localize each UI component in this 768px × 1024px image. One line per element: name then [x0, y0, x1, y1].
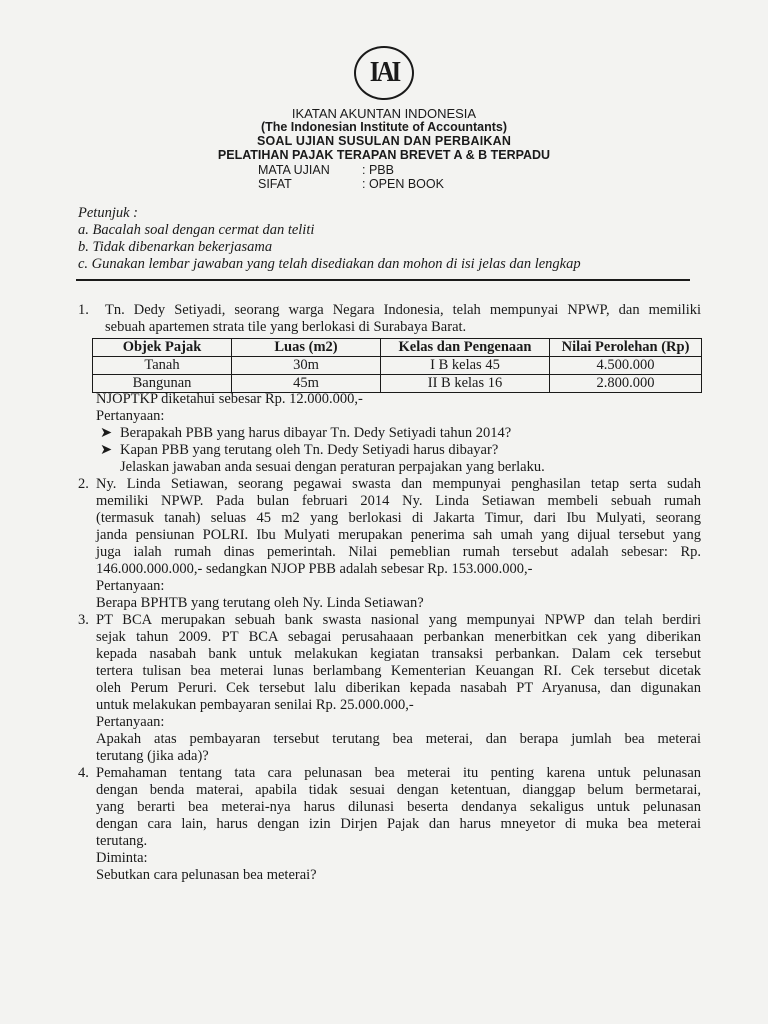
question-label: Pertanyaan:	[96, 714, 165, 730]
divider	[76, 279, 690, 281]
table-header: Objek Pajak	[93, 339, 232, 357]
question-prompt: Apakah atas pembayaran tersebut terutang bea meterai, dan berapa jumlah bea meterai	[96, 731, 701, 747]
table-header-row	[93, 339, 702, 357]
table-cell: 2.800.000	[550, 375, 702, 393]
table-header: Nilai Perolehan (Rp)	[550, 339, 702, 357]
meta-label: SIFAT	[258, 177, 292, 191]
bullet-item	[100, 425, 511, 442]
question-text: oleh Perum Peruri. Cek tersebut lalu diberikan kepada nasabah PT Aryanusa, dan digunakan	[96, 680, 701, 696]
njoptkp-note: NJOPTKP diketahui sebesar Rp. 12.000.000,-	[96, 391, 363, 407]
question-text: Pemahaman tentang tata cara pelunasan bea meterai itu penting karena untuk pelunasan	[96, 765, 701, 781]
instructions-title: Petunjuk :	[78, 205, 138, 221]
table-cell: Tanah	[93, 357, 232, 375]
question-text: dengan cara lain, harus dengan izin Dirjen Pajak dan harus mneyetor di muka bea meterai	[96, 816, 701, 832]
table-header: Luas (m2)	[232, 339, 381, 357]
question-label: Diminta:	[96, 850, 148, 866]
table-cell: 4.500.000	[550, 357, 702, 375]
instruction-item: c. Gunakan lembar jawaban yang telah disediakan dan mohon di isi jelas dan lengkap	[78, 256, 581, 272]
meta-label: MATA UJIAN	[258, 163, 330, 177]
question-text: dengan benda materai, apabila tidak sesuai dengan ketentuan, dianggap belum bermetarai,	[96, 782, 701, 798]
question-text: memiliki NPWP. Pada bulan februari 2014 Ny. Linda Setiawan membeli sebuah rumah	[96, 493, 701, 509]
question-text: untuk melakukan pembayaran senilai Rp. 25.000.000,-	[96, 697, 414, 713]
question-text: sejak tahun 2009. PT BCA sebagai perusahaaan perbankan menerbitkan cek yang diberikan	[96, 629, 701, 645]
question-text: tertera tulisan bea meterai lunas berlambang Kementerian Keuangan RI. Cek tersebut dicetak	[96, 663, 701, 679]
question-text: kepada nasabah bank untuk melakukan kegiatan transaksi perbankan. Dalam cek tersebut	[96, 646, 701, 662]
table-cell: 45m	[232, 375, 381, 393]
question-number: 4.	[78, 765, 89, 781]
question-text: Tn. Dedy Setiyadi, seorang warga Negara Indonesia, telah mempunyai NPWP, dan memiliki	[105, 302, 701, 318]
question-prompt: terutang (jika ada)?	[96, 748, 209, 764]
question-label: Pertanyaan:	[96, 408, 165, 424]
tax-object-table	[92, 338, 702, 393]
question-number: 2.	[78, 476, 89, 492]
exam-title: SOAL UJIAN SUSULAN DAN PERBAIKAN	[256, 134, 512, 148]
question-text: yang berarti bea meterai-nya harus dilunasi beserta dendanya sekaligus untuk pelunasan	[96, 799, 701, 815]
question-label: Pertanyaan:	[96, 578, 165, 594]
question-prompt: Sebutkan cara pelunasan bea meterai?	[96, 867, 317, 883]
question-text: terutang.	[96, 833, 148, 849]
question-text: sebuah apartemen strata tile yang berlokasi di Surabaya Barat.	[105, 319, 467, 335]
bullet-item	[100, 442, 498, 459]
question-number: 1.	[78, 302, 89, 318]
question-text: Ny. Linda Setiawan, seorang pegawai swasta dan mempunyai penghasilan tetap serta sudah	[96, 476, 701, 492]
question-prompt: Berapa BPHTB yang terutang oleh Ny. Linda Setiawan?	[96, 595, 424, 611]
question-number: 3.	[78, 612, 89, 628]
table-row	[93, 357, 702, 375]
arrow-bullet-icon: ➤	[100, 442, 113, 458]
table-cell: 30m	[232, 357, 381, 375]
table-header: Kelas dan Pengenaan	[381, 339, 550, 357]
bullet-text: Berapakah PBB yang harus dibayar Tn. Dedy Setiyadi tahun 2014?	[120, 425, 512, 441]
table-cell: I B kelas 45	[381, 357, 550, 375]
question-text: janda pensiunan POLRI. Ibu Mulyati merupakan penerima sah umah yang dijual tersebut yang	[96, 527, 701, 543]
table-row	[93, 375, 702, 393]
org-name: IKATAN AKUNTAN INDONESIA	[291, 106, 477, 121]
meta-value: : OPEN BOOK	[362, 177, 444, 191]
instruction-item: a. Bacalah soal dengan cermat dan teliti	[78, 222, 315, 238]
iai-logo	[354, 46, 414, 100]
question-note: Jelaskan jawaban anda sesuai dengan peraturan perpajakan yang berlaku.	[120, 459, 545, 475]
question-text: (termasuk tanah) seluas 45 m2 yang berlokasi di Jakarta Timur, dari Ibu Mulyati, seorang	[96, 510, 701, 526]
table-cell: Bangunan	[93, 375, 232, 393]
table-cell: II B kelas 16	[381, 375, 550, 393]
program-title: PELATIHAN PAJAK TERAPAN BREVET A & B TERPADU	[217, 148, 551, 162]
question-text: juga ialah rumah dinas pemerintah. Nilai pemeblian rumah tersebut adalah sebesar: Rp.	[96, 544, 701, 560]
bullet-text: Kapan PBB yang terutang oleh Tn. Dedy Setiyadi harus dibayar?	[120, 442, 499, 458]
meta-nature	[258, 177, 558, 193]
meta-value: : PBB	[362, 163, 394, 177]
instruction-item: b. Tidak dibenarkan bekerjasama	[78, 239, 273, 255]
question-text: 146.000.000.000,- sedangkan NJOP PBB adalah sebesar Rp. 153.000.000,-	[96, 561, 533, 577]
org-name-english: (The Indonesian Institute of Accountants)	[260, 120, 508, 134]
question-text: PT BCA merupakan sebuah bank swasta nasional yang mempunyai NPWP dan telah berdiri	[96, 612, 701, 628]
logo-text: IAI	[369, 56, 399, 88]
arrow-bullet-icon: ➤	[100, 425, 113, 441]
